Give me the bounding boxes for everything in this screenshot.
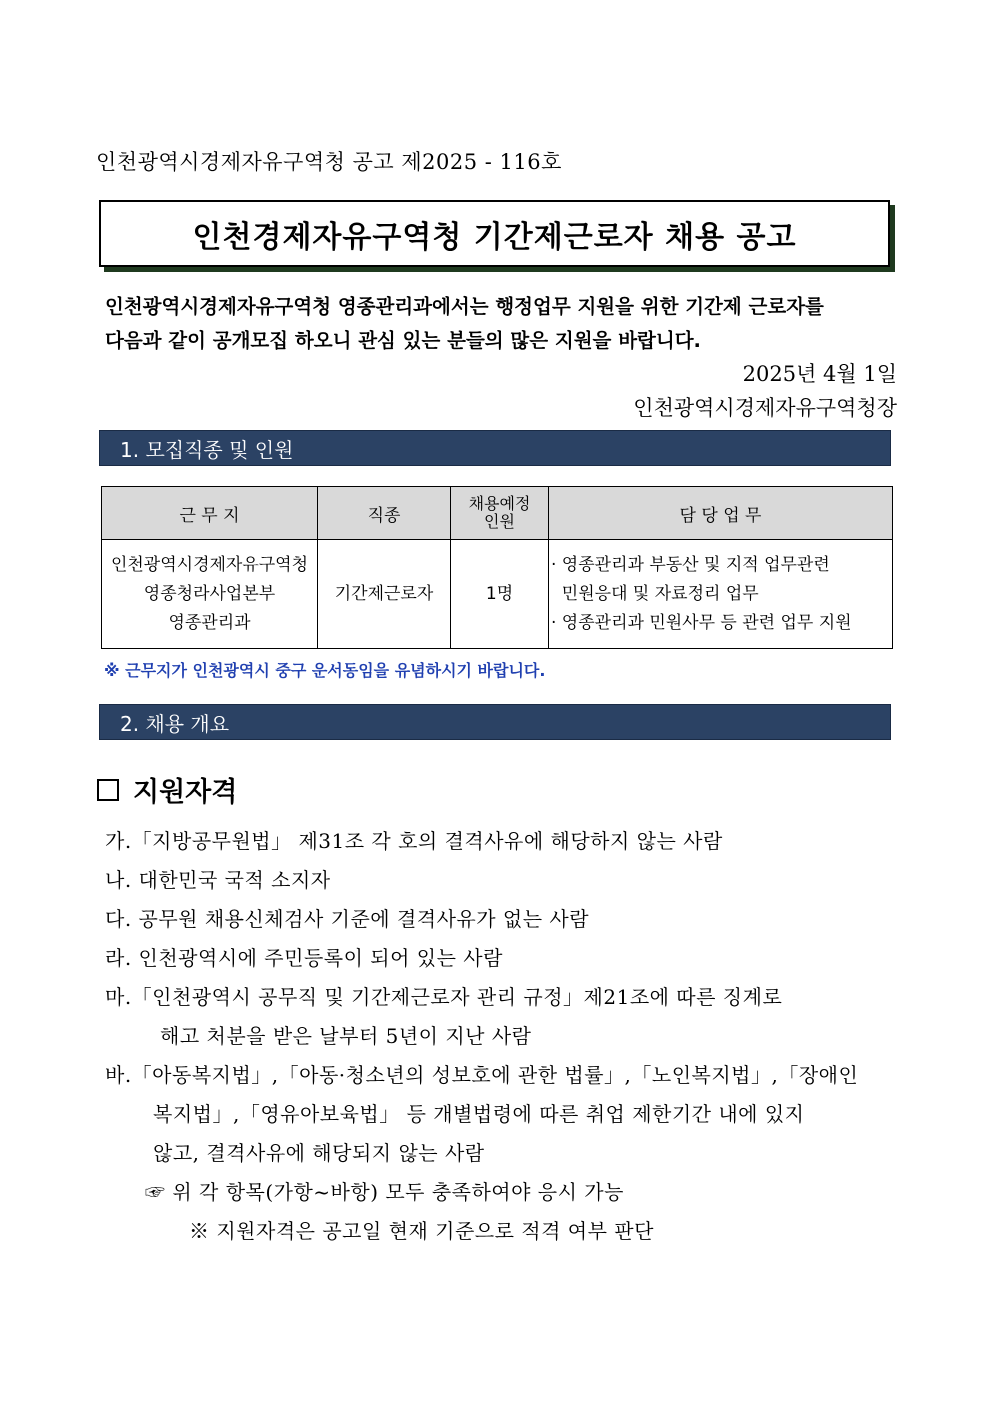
list-item: 바.「아동복지법」,「아동·청소년의 성보호에 관한 법률」,「노인복지법」,「장애인 xyxy=(105,1063,859,1087)
notice-date: 2025년 4월 1일 xyxy=(742,362,897,386)
header-count: 채용예정 인원 xyxy=(451,487,549,540)
notice-number: 인천광역시경제자유구역청 공고 제2025 - 116호 xyxy=(96,150,562,174)
list-item: 마.「인천광역시 공무직 및 기간제근로자 관리 규정」제21조에 따른 징계로 xyxy=(105,985,783,1009)
header-duties: 담 당 업 무 xyxy=(549,487,893,540)
duty-line: · 영종관리과 민원사무 등 관련 업무 지원 xyxy=(551,612,852,633)
qualifications-title: 지원자격 xyxy=(133,777,238,808)
cell-job-type: 기간제근로자 xyxy=(318,540,451,649)
workplace-note: ※ 근무지가 인천광역시 중구 운서동임을 유념하시기 바랍니다. xyxy=(104,661,546,680)
header-workplace: 근 무 지 xyxy=(102,487,318,540)
header-job-type: 직종 xyxy=(318,487,451,540)
list-item-continued: 해고 처분을 받은 날부터 5년이 지난 사람 xyxy=(160,1024,532,1048)
list-item-continued: 않고, 결격사유에 해당되지 않는 사람 xyxy=(153,1141,485,1165)
cell-count: 1명 xyxy=(451,540,549,649)
recruitment-table xyxy=(101,486,893,649)
cell-duties xyxy=(549,540,893,649)
checkbox-square-icon xyxy=(97,779,119,801)
table-row xyxy=(102,540,893,649)
intro-line: 다음과 같이 공개모집 하오니 관심 있는 분들의 많은 지원을 바랍니다. xyxy=(105,329,701,352)
issuer: 인천광역시경제자유구역청장 xyxy=(633,396,897,420)
workplace-line: 인천광역시경제자유구역청 xyxy=(110,554,309,575)
cell-workplace xyxy=(102,540,318,649)
section-heading-recruitment: 1. 모집직종 및 인원 xyxy=(99,430,891,466)
duty-line: · 영종관리과 부동산 및 지적 업무관련 xyxy=(551,554,830,575)
duty-line: 민원응대 및 자료정리 업무 xyxy=(551,583,759,604)
qualifications-list xyxy=(105,822,905,1251)
list-item-continued: 복지법」,「영유아보육법」 등 개별법령에 따른 취업 제한기간 내에 있지 xyxy=(153,1102,805,1126)
workplace-line: 영종청라사업본부 xyxy=(143,583,276,604)
intro-line: 인천광역시경제자유구역청 영종관리과에서는 행정업무 지원을 위한 기간제 근로자를 xyxy=(105,295,824,318)
eligibility-remark: ※ 지원자격은 공고일 현재 기준으로 적격 여부 판단 xyxy=(189,1219,654,1243)
list-item: 가.「지방공무원법」 제31조 각 호의 결격사유에 해당하지 않는 사람 xyxy=(105,829,723,853)
title-box xyxy=(99,200,890,267)
qualifications-heading xyxy=(97,770,237,809)
list-item: 나. 대한민국 국적 소지자 xyxy=(105,868,331,892)
table-header-row xyxy=(102,487,893,540)
section-heading-overview: 2. 채용 개요 xyxy=(99,704,891,740)
list-item: 다. 공무원 채용신체검사 기준에 결격사유가 없는 사람 xyxy=(105,907,590,931)
requirement-pointer: ☞ 위 각 항목(가항~바항) 모두 충족하여야 응시 가능 xyxy=(145,1180,624,1204)
page-title: 인천경제자유구역청 기간제근로자 채용 공고 xyxy=(192,219,797,255)
workplace-line: 영종관리과 xyxy=(168,612,251,633)
intro-paragraph xyxy=(105,290,900,358)
list-item: 라. 인천광역시에 주민등록이 되어 있는 사람 xyxy=(105,946,503,970)
